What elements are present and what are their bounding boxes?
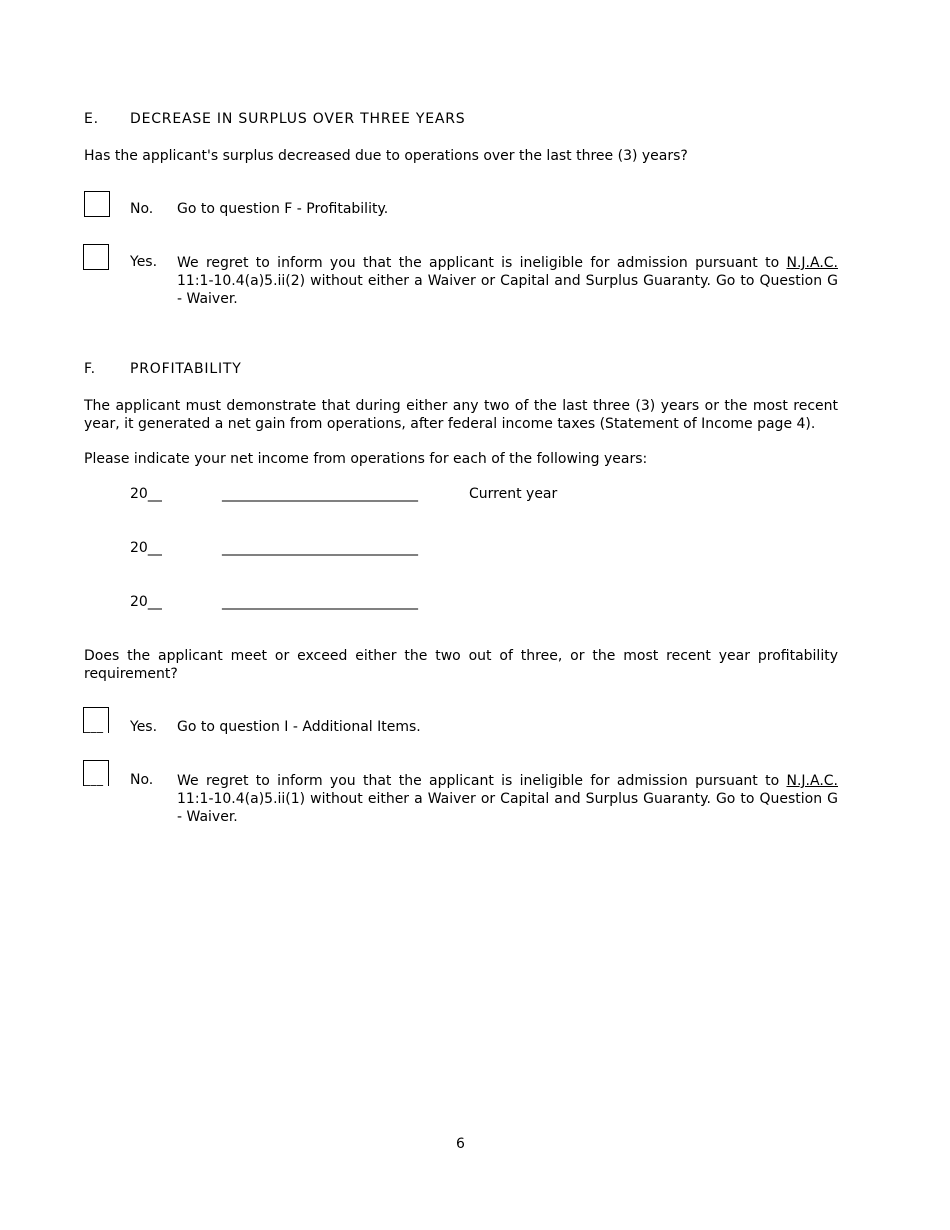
section-f-paragraph-1: The applicant must demonstrate that during either any two of the last three (3) years or the most recent year, it generated a net gain from operations, after federal income taxes (Statement of Income page 4). xyxy=(84,398,838,432)
section-e-title: DECREASE IN SURPLUS OVER THREE YEARS xyxy=(130,111,466,127)
section-e-yes-text: We regret to inform you that the applicant is ineligible for admission pursuant to N.J.A.C. 11:1-10.4(a)5.ii(2) without either a Waiver or Capital and Surplus Guaranty. Go to Question G - Waiver. xyxy=(177,255,838,307)
section-f-no-label: No. xyxy=(130,772,154,788)
section-e-letter: E. xyxy=(84,111,99,127)
section-f-yes-label: Yes. xyxy=(130,719,158,735)
checkbox-underline: ___ xyxy=(84,719,104,733)
section-e-no-label: No. xyxy=(130,201,154,217)
section-e-no-checkbox[interactable] xyxy=(84,191,110,217)
section-f-question: Does the applicant meet or exceed either the two out of three, or the most recent year profitability requirement? xyxy=(84,648,838,682)
section-e-yes-label: Yes. xyxy=(130,254,158,270)
page-number: 6 xyxy=(456,1136,465,1152)
current-year-note: Current year xyxy=(469,486,558,502)
section-f-title: PROFITABILITY xyxy=(130,361,242,377)
section-e-yes-checkbox[interactable] xyxy=(83,244,109,270)
section-f-yes-text: Go to question I - Additional Items. xyxy=(177,719,421,735)
section-f-letter: F. xyxy=(84,361,96,377)
year-label: 20__ xyxy=(130,486,162,502)
section-f-no-text: We regret to inform you that the applicant is ineligible for admission pursuant to N.J.A.C. 11:1-10.4(a)5.ii(1) without either a Waiver or Capital and Surplus Guaranty. Go to Question G - Waiver. xyxy=(177,773,838,825)
section-e-no-text: Go to question F - Profitability. xyxy=(177,201,389,217)
section-e-question: Has the applicant's surplus decreased due to operations over the last three (3) years? xyxy=(84,148,688,164)
checkbox-underline: ___ xyxy=(84,772,104,786)
year-label: 20__ xyxy=(130,594,162,610)
section-e-citation: N.J.A.C. xyxy=(786,255,838,271)
net-income-field[interactable]: ____________________________ xyxy=(222,540,418,556)
year-label: 20__ xyxy=(130,540,162,556)
section-f-citation: N.J.A.C. xyxy=(786,773,838,789)
net-income-field[interactable]: ____________________________ xyxy=(222,594,418,610)
net-income-field[interactable]: ____________________________ xyxy=(222,486,418,502)
section-f-paragraph-2: Please indicate your net income from operations for each of the following years: xyxy=(84,451,648,467)
